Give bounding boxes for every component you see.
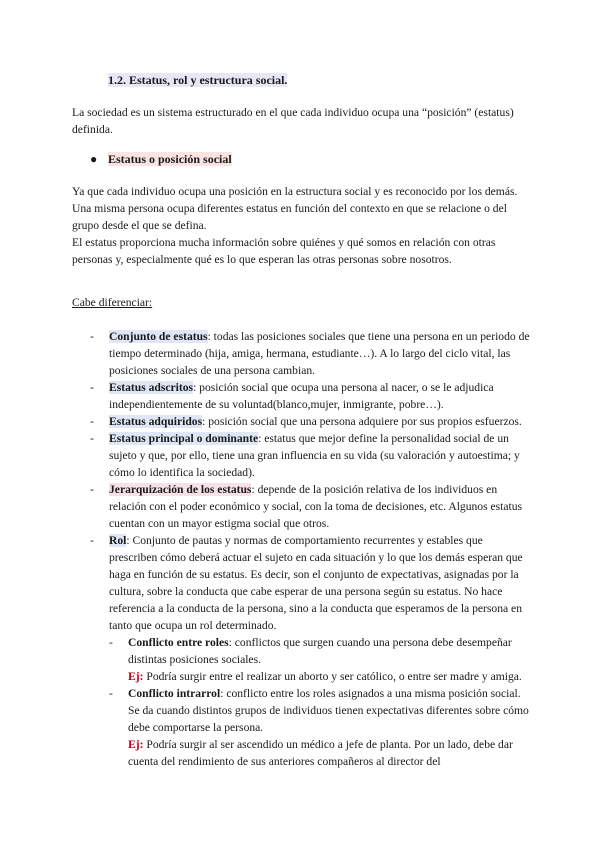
dash-bullet: - <box>109 687 113 700</box>
example-text: Podría surgir al ser ascendido un médico a jefe de planta. Por un lado, debe dar cuenta del rendimiento de sus anteriores compañeros al director del <box>128 738 513 768</box>
list-item <box>90 413 530 430</box>
paragraph: El estatus proporciona mucha información sobre quiénes y qué somos en relación con otras personas y, especialmente qué es lo que esperan las otras personas sobre nosotros. <box>72 236 496 266</box>
list-item <box>90 532 530 634</box>
dash-bullet: - <box>90 432 94 445</box>
list-item-term: Estatus adscritos <box>109 381 194 394</box>
definitions-list <box>90 328 530 770</box>
dash-bullet: - <box>90 381 94 394</box>
list-item <box>90 379 530 413</box>
bullet-heading-text: Estatus o posición social <box>108 152 232 166</box>
example-text: Podría surgir entre el realizar un aborto y ser católico, o entre ser madre y amiga. <box>143 670 522 683</box>
dash-bullet: - <box>90 415 94 428</box>
sub-list-item <box>109 685 530 770</box>
list-item-text: : todas las posiciones sociales que tiene una persona en un periodo de tiempo determinado (hija, amiga, hermana, estudiante…). A lo largo del ciclo vital, las posiciones sociales de una persona cambian. <box>109 330 530 377</box>
intro-paragraph: La sociedad es un sistema estructurado en el que cada individuo ocupa una “posición” (estatus) definida. <box>72 106 514 136</box>
bullet-heading <box>90 151 232 168</box>
list-item <box>90 481 530 532</box>
dash-bullet: - <box>90 483 94 496</box>
sub-item-text: : conflictos que surgen cuando una persona debe desempeñar distintas posiciones sociales. <box>128 636 512 666</box>
list-item-term: Conjunto de estatus <box>109 330 208 343</box>
list-item-text: : estatus que mejor define la personalidad social de un sujeto y que, por ello, tiene una gran influencia en su vida (su valoración y autoestima; y cómo lo identifica la sociedad). <box>109 432 520 479</box>
list-item-text: : depende de la posición relativa de los individuos en relación con el poder económico y social, con la toma de decisiones, etc. Algunos estatus cuentan con un mayor estigma social que otros. <box>109 483 523 530</box>
list-item-text: : Conjunto de pautas y normas de comportamiento recurrentes y estables que prescriben cómo deberá actuar el sujeto en cada situación y lo que los demás esperan que haga en función de su estatus. Es decir, son el conjunto de expectativas, asignadas por la cultura, sobre la conducta que cabe esperar de una persona según su estatus. No hace referencia a la conducta de la persona, sino a la conducta que esperamos de la persona en tanto que ocupa un rol determinado. <box>109 534 523 632</box>
paragraph: Ya que cada individuo ocupa una posición en la estructura social y es reconocido por los demás. <box>72 185 518 198</box>
list-item-text: : posición social que una persona adquiere por sus propios esfuerzos. <box>202 415 522 428</box>
sub-item-term: Conflicto intrarrol <box>128 687 221 700</box>
bullet-dot-icon: ● <box>90 152 98 166</box>
sub-item-text: : conflicto entre los roles asignados a una misma posición social. Se da cuando distintos grupos de individuos tienen expectativas diferentes sobre cómo debe comportarse la persona. <box>128 687 529 734</box>
status-paragraphs <box>72 183 534 268</box>
section-heading-text: 1.2. Estatus, rol y estructura social. <box>108 73 288 87</box>
example-label: Ej: <box>128 738 144 751</box>
list-item-text: : posición social que ocupa una persona al nacer, o se le adjudica independientemente de su voluntad(blanco,mujer, inmigrante, pobre…). <box>109 381 494 411</box>
dash-bullet: - <box>90 330 94 343</box>
list-item-term: Estatus principal o dominante <box>109 432 259 445</box>
list-item <box>90 328 530 379</box>
list-item <box>90 430 530 481</box>
cabe-diferenciar-label: Cabe diferenciar: <box>72 296 153 309</box>
sub-item-term: Conflicto entre roles <box>128 636 229 649</box>
section-heading <box>108 72 287 89</box>
list-item-term: Rol <box>109 534 127 547</box>
list-item-term: Estatus adquiridos <box>109 415 203 428</box>
dash-bullet: - <box>90 534 94 547</box>
sub-list-item <box>109 634 530 685</box>
example-label: Ej: <box>128 670 144 683</box>
list-item-term: Jerarquización de los estatus <box>109 483 252 496</box>
dash-bullet: - <box>109 636 113 649</box>
paragraph: Una misma persona ocupa diferentes estatus en función del contexto en que se relacione o del grupo desde el que se defina. <box>72 202 507 232</box>
